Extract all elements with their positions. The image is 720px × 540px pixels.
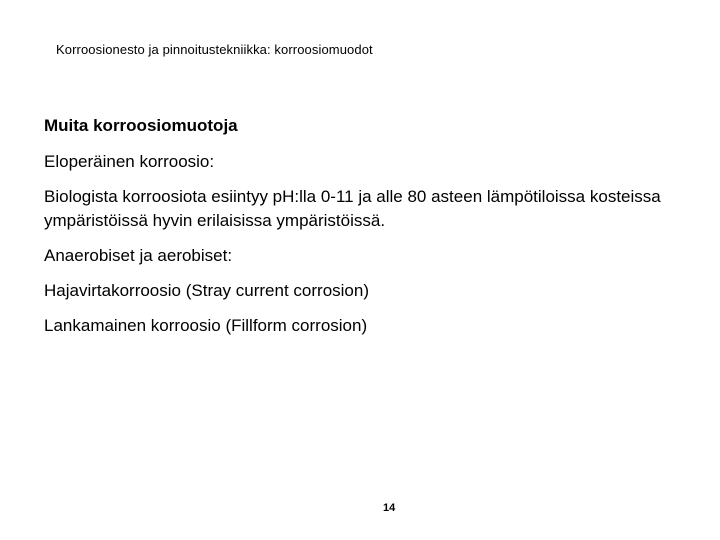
paragraph-organic-corrosion: Eloperäinen korroosio: bbox=[44, 152, 215, 171]
paragraph-anaerobic-aerobic: Anaerobiset ja aerobiset: bbox=[44, 246, 233, 265]
paragraph-filiform: Lankamainen korroosio (Fillform corrosion) bbox=[44, 316, 368, 335]
document-header: Korroosionesto ja pinnoitustekniikka: korroosiomuodot bbox=[56, 42, 373, 57]
slide-title: Muita korroosiomuotoja bbox=[44, 116, 238, 135]
paragraph-biological-corrosion: Biologista korroosiota esiintyy pH:lla 0-11 ja alle 80 asteen lämpötiloissa kosteissa ympäristöissä hyvin erilaisissa ympäristöissä. bbox=[44, 187, 661, 230]
page-number: 14 bbox=[383, 502, 396, 514]
slide-content bbox=[44, 115, 684, 349]
paragraph-stray-current: Hajavirtakorroosio (Stray current corrosion) bbox=[44, 281, 369, 300]
